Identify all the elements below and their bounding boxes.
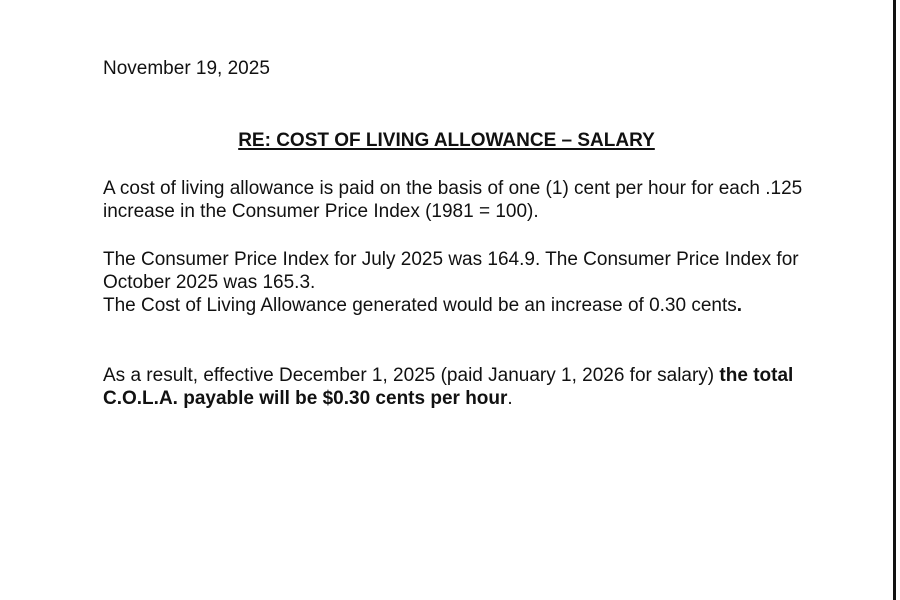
total-cola-payable-text: the total C.O.L.A. payable will be $0.30 cents per hour <box>103 365 794 409</box>
cola-increase-text: The Cost of Living Allowance generated would be an increase of 0.30 cents <box>103 295 737 316</box>
page-edge-border <box>893 0 896 600</box>
paragraph-cola-basis: A cost of living allowance is paid on the basis of one (1) cent per hour for each .125 increase in the Consumer Price Index (1981 = 100). <box>103 178 803 222</box>
cpi-values-text: The Consumer Price Index for July 2025 was 164.9. The Consumer Price Index for October 2025 was 165.3. <box>103 249 799 293</box>
letter-date: November 19, 2025 <box>103 58 270 79</box>
letter-heading <box>0 129 893 153</box>
letter-heading-text: RE: COST OF LIVING ALLOWANCE – SALARY <box>238 130 655 151</box>
result-period: . <box>507 388 513 409</box>
paragraph-cpi-values <box>103 248 803 317</box>
effective-date-text: As a result, effective December 1, 2025 (paid January 1, 2026 for salary) <box>103 365 720 386</box>
cola-increase-period: . <box>736 295 743 316</box>
paragraph-cola-result <box>103 364 803 410</box>
